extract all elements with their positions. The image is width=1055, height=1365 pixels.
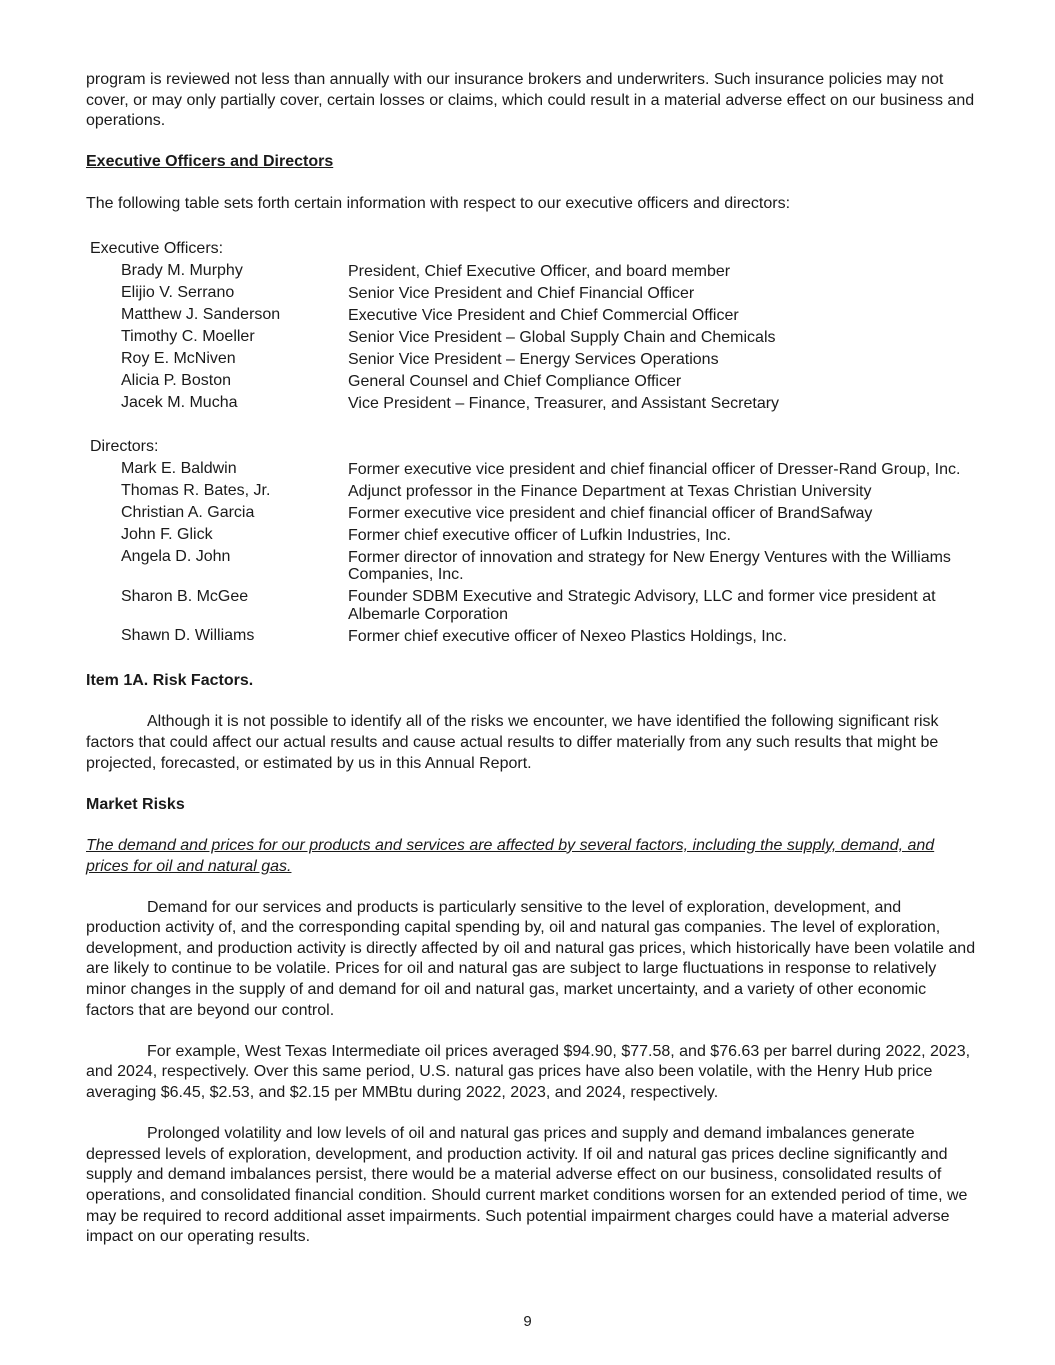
table-row [90,282,976,304]
person-title: Adjunct professor in the Finance Department at Texas Christian University [348,482,872,500]
person-name: Angela D. John [121,548,231,566]
risk-paragraph: Demand for our services and products is particularly sensitive to the level of exploration, development, and production activity of, and the corresponding capital spending by, oil and natural gas companies. The level of exploration, development, and production activity is directly affected by oil and natural gas prices, which historically have been volatile and are likely to continue to be volatile. Prices for oil and natural gas are subject to large fluctuations in response to relatively minor changes in the supply of and demand for oil and natural gas, market uncertainty, and a variety of other economic factors that are beyond our control. [86,898,976,1019]
person-title: Executive Vice President and Chief Commercial Officer [348,306,739,324]
table-row [90,370,976,392]
section-heading-risk-factors: Item 1A. Risk Factors. [86,672,254,690]
table-row [90,458,976,480]
officers-intro: The following table sets forth certain information with respect to our executive officers and directors: [86,194,791,212]
table-row [90,524,976,546]
person-name: Elijio V. Serrano [121,284,235,302]
person-name: Christian A. Garcia [121,504,255,522]
person-name: Roy E. McNiven [121,350,236,368]
person-title: Former executive vice president and chief financial officer of BrandSafway [348,504,873,522]
person-title: Vice President – Finance, Treasurer, and Assistant Secretary [348,394,780,412]
page-number: 9 [523,1313,532,1330]
intro-paragraph: program is reviewed not less than annually with our insurance brokers and underwriters. Such insurance policies may not cover, or may only partially cover, certain losses or claims, which could result in a material adverse effect on our business and operations. [86,71,975,130]
person-title: Senior Vice President and Chief Financial Officer [348,284,695,302]
person-title: Founder SDBM Executive and Strategic Advisory, LLC and former vice president at Albemarle Corporation [348,588,936,623]
person-name: Shawn D. Williams [121,627,255,645]
table-row [90,392,976,414]
person-name: Thomas R. Bates, Jr. [121,482,271,500]
person-name: Brady M. Murphy [121,262,243,280]
executive-officers-table [90,238,976,414]
person-title: President, Chief Executive Officer, and board member [348,262,731,280]
executive-officers-label: Executive Officers: [90,240,224,258]
person-title: Former executive vice president and chief financial officer of Dresser-Rand Group, Inc. [348,460,961,478]
person-title: Former chief executive officer of Nexeo Plastics Holdings, Inc. [348,627,787,645]
table-row [90,326,976,348]
table-row [90,348,976,370]
table-row [90,502,976,524]
person-name: John F. Glick [121,526,213,544]
person-title: Senior Vice President – Energy Services Operations [348,350,719,368]
person-title: Senior Vice President – Global Supply Chain and Chemicals [348,328,776,346]
person-name: Sharon B. McGee [121,587,249,605]
market-risks-heading: Market Risks [86,795,185,813]
table-row [90,586,976,626]
person-name: Timothy C. Moeller [121,328,255,346]
directors-label: Directors: [90,438,159,456]
risk-subheading: The demand and prices for our products and services are affected by several factors, including the supply, demand, and prices for oil and natural gas. [86,836,935,875]
section-heading-officers: Executive Officers and Directors [86,153,334,171]
table-row [90,625,976,647]
person-name: Alicia P. Boston [121,372,231,390]
person-title: Former chief executive officer of Lufkin Industries, Inc. [348,526,731,544]
document-page [86,70,976,1268]
risk-paragraph: For example, West Texas Intermediate oil prices averaged $94.90, $77.58, and $76.63 per barrel during 2022, 2023, and 2024, respectively. Over this same period, U.S. natural gas prices have also been volatile, with the Henry Hub price averaging $6.45, $2.53, and $2.15 per MMBtu during 2022, 2023, and 2024, respectively. [86,1042,971,1102]
person-title: Former director of innovation and strategy for New Energy Ventures with the Williams Companies, Inc. [348,548,951,584]
risk-factors-intro: Although it is not possible to identify all of the risks we encounter, we have identified the following significant risk factors that could affect our actual results and cause actual results to differ materially from any such results that might be projected, forecasted, or estimated by us in this Annual Report. [86,713,939,772]
person-name: Matthew J. Sanderson [121,306,281,324]
risk-paragraph: Prolonged volatility and low levels of oil and natural gas prices and supply and demand imbalances generate depressed levels of exploration, development, and production activity. If oil and natural gas prices decline significantly and supply and demand imbalances persist, there would be a material adverse effect on our business, consolidated results of operations, and consolidated financial condition. Should current market conditions worsen for an extended period of time, we may be required to record additional asset impairments. Such potential impairment charges could have a material adverse impact on our operating results. [86,1125,968,1246]
table-row [90,480,976,502]
person-name: Mark E. Baldwin [121,460,237,478]
person-title: General Counsel and Chief Compliance Officer [348,372,682,390]
table-row [90,260,976,282]
directors-table [90,436,976,647]
person-name: Jacek M. Mucha [121,394,238,412]
table-row [90,304,976,326]
table-row [90,546,976,586]
